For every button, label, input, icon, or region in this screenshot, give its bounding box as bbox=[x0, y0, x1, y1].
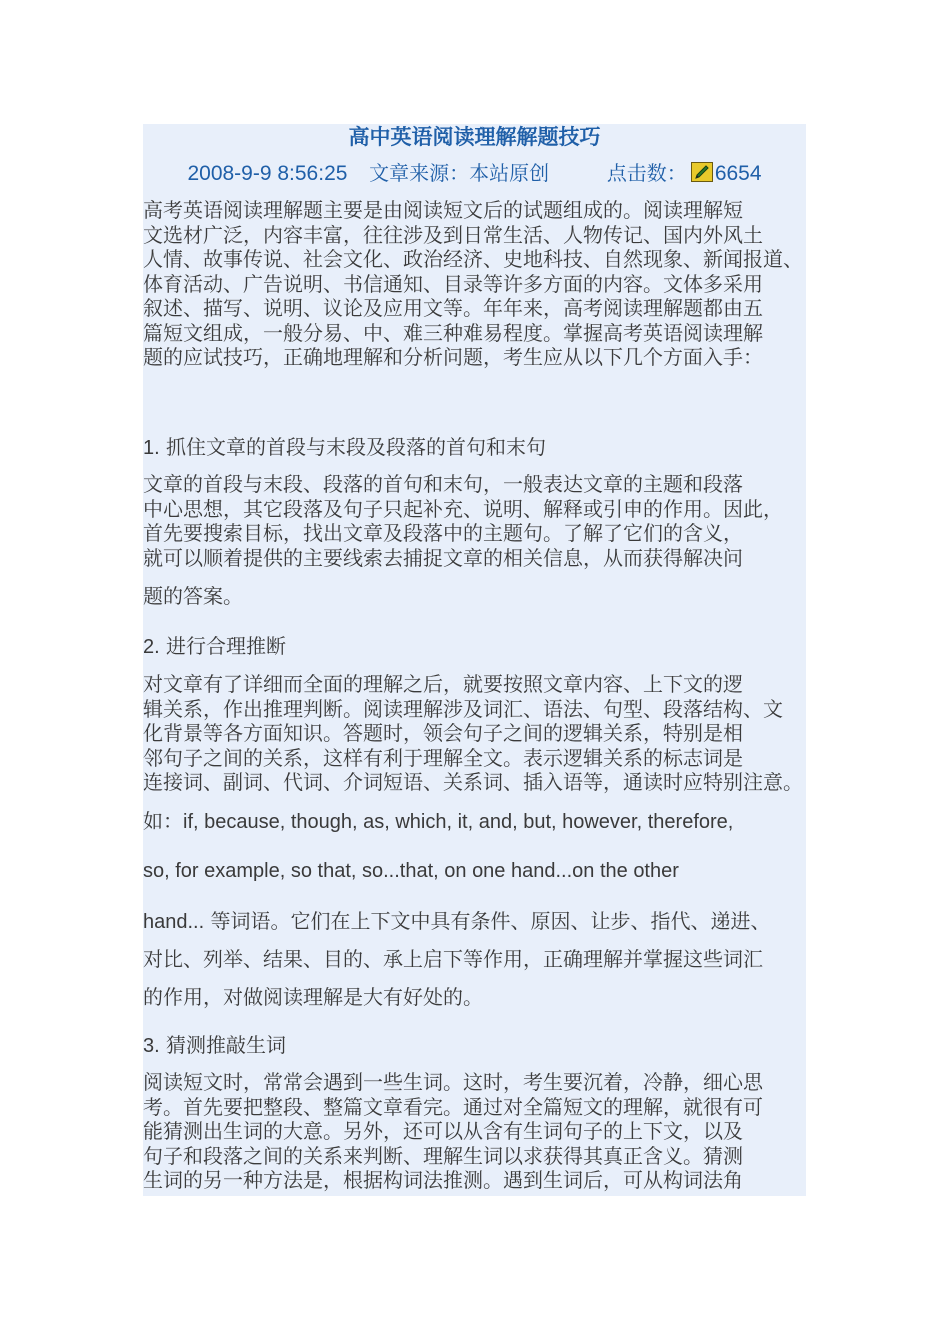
text-line: 就可以顺着提供的主要线索去捕捉文章的相关信息，从而获得解决问 bbox=[143, 545, 743, 570]
example-words: if, because, though, as, which, it, and, but, however, therefore, bbox=[183, 811, 734, 833]
text-line: 高考英语阅读理解题主要是由阅读短文后的试题组成的。阅读理解短 bbox=[143, 198, 743, 222]
section-number: 2. bbox=[143, 636, 160, 658]
section-3-heading bbox=[143, 1032, 806, 1059]
text-line: 辑关系，作出推理判断。阅读理解涉及词汇、语法、句型、段落结构、文 bbox=[143, 696, 783, 721]
section-1-paragraph bbox=[143, 472, 818, 570]
article-body bbox=[143, 124, 806, 1196]
hits-value: 6654 bbox=[714, 162, 762, 185]
section-3-paragraph bbox=[143, 1070, 818, 1193]
article-date: 2008-9-9 8:56:25 bbox=[187, 162, 348, 185]
text-line: 对文章有了详细而全面的理解之后，就要按照文章内容、上下文的逻 bbox=[143, 672, 743, 696]
intro-paragraph bbox=[143, 198, 818, 370]
section-2-examples bbox=[143, 802, 818, 1016]
text-line: 题的应试技巧，正确地理解和分析问题，考生应从以下几个方面入手： bbox=[143, 345, 763, 369]
text-line bbox=[143, 802, 818, 840]
section-2-heading bbox=[143, 633, 806, 660]
text-line: 首先要搜索目标，找出文章及段落中的主题句。了解了它们的含义， bbox=[143, 521, 743, 545]
hits-label: 点击数： bbox=[606, 161, 687, 185]
text-line: 生词的另一种方法是，根据构词法推测。遇到生词后，可从构词法角 bbox=[143, 1168, 743, 1192]
text-line: 篇短文组成，一般分易、中、难三种难易程度。掌握高考英语阅读理解 bbox=[143, 320, 763, 345]
section-1-heading bbox=[143, 434, 806, 461]
text-line: 考。首先要把整段、整篇文章看完。通过对全篇短文的理解，就很有可 bbox=[143, 1094, 763, 1119]
text-line: 对比、列举、结果、目的、承上启下等作用，正确理解并掌握这些词汇 bbox=[143, 947, 763, 971]
text-line: 人情、故事传说、社会文化、政治经济、史地科技、自然现象、新闻报道、 bbox=[143, 247, 803, 271]
section-number: 3. bbox=[143, 1035, 160, 1057]
section-title: 猜测推敲生词 bbox=[166, 1033, 287, 1057]
text-line: 阅读短文时，常常会遇到一些生词。这时，考生要沉着，冷静，细心思 bbox=[143, 1070, 763, 1094]
text-line: 中心思想，其它段落及句子只起补充、说明、解释或引申的作用。因此， bbox=[143, 496, 783, 521]
article-meta bbox=[143, 158, 806, 188]
example-text: 等词语。它们在上下文中具有条件、原因、让步、指代、递进、 bbox=[204, 909, 771, 933]
article-title: 高中英语阅读理解解题技巧 bbox=[348, 124, 601, 149]
text-line: 连接词、副词、代词、介词短语、关系词、插入语等，通读时应特别注意。 bbox=[143, 770, 803, 794]
example-prefix: 如： bbox=[143, 809, 183, 833]
section-2-paragraph bbox=[143, 672, 818, 795]
section-1-last-line: 题的答案。 bbox=[143, 584, 243, 608]
text-line: 化背景等各方面知识。答题时，领会句子之间的逻辑关系，特别是相 bbox=[143, 721, 743, 745]
section-title: 抓住文章的首段与末段及段落的首句和末句 bbox=[166, 435, 547, 459]
article-source: 文章来源：本站原创 bbox=[369, 161, 550, 185]
text-line: 邻句子之间的关系，这样有利于理解全文。表示逻辑关系的标志词是 bbox=[143, 745, 743, 770]
text-line: 句子和段落之间的关系来判断、理解生词以求获得其真正含义。猜测 bbox=[143, 1143, 743, 1168]
text-line: 体育活动、广告说明、书信通知、目录等许多方面的内容。文体多采用 bbox=[143, 271, 763, 296]
text-line: 能猜测出生词的大意。另外，还可以从含有生词句子的上下文，以及 bbox=[143, 1119, 743, 1143]
text-line: so, for example, so that, so...that, on one hand...on the other bbox=[143, 860, 679, 882]
pencil-on-paper-icon bbox=[691, 162, 713, 182]
text-line: 叙述、描写、说明、议论及应用文等。年年来，高考阅读理解题都由五 bbox=[143, 296, 763, 320]
text-line: 文章的首段与末段、段落的首句和末句，一般表达文章的主题和段落 bbox=[143, 472, 743, 496]
text-line: 文选材广泛，内容丰富，往往涉及到日常生活、人物传记、国内外风土 bbox=[143, 222, 763, 247]
section-title: 进行合理推断 bbox=[166, 634, 287, 658]
section-number: 1. bbox=[143, 437, 160, 459]
text-line: 的作用，对做阅读理解是大有好处的。 bbox=[143, 985, 483, 1009]
text-line bbox=[143, 902, 818, 940]
example-words: hand... bbox=[143, 911, 205, 933]
